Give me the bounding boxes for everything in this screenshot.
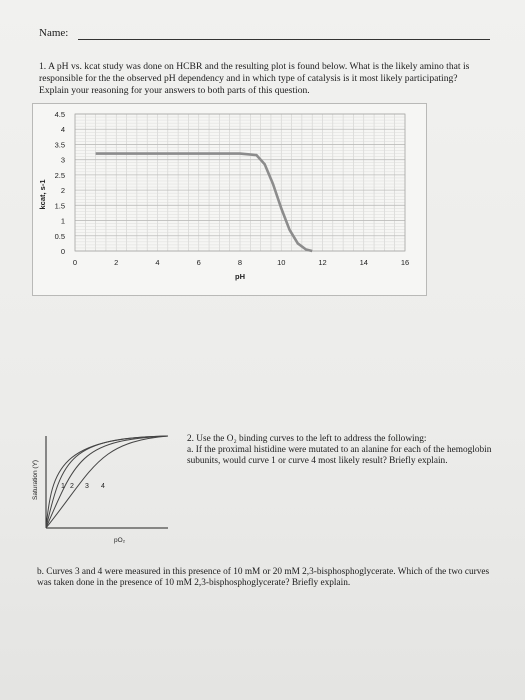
- x-tick-label: 8: [237, 258, 243, 267]
- x-tick-label: 14: [359, 258, 368, 267]
- question-2-block: [187, 434, 492, 468]
- y-tick-label: 0: [60, 247, 65, 256]
- o2-curve-4: [46, 436, 168, 528]
- y-tick-label: 1.5: [54, 201, 65, 211]
- o2-curve-label-4: 4: [101, 483, 105, 490]
- y-axis-label: kcat, s-1: [38, 179, 47, 210]
- y-tick-label: 2.5: [54, 170, 65, 180]
- y-tick-label: 3.5: [54, 140, 65, 150]
- y-tick-label: 3: [60, 155, 65, 165]
- y-tick-label: 2: [60, 186, 65, 196]
- o2-curve-label-3: 3: [85, 483, 89, 490]
- x-tick-label: 0: [72, 258, 78, 267]
- kcat-ph-chart: [32, 103, 427, 296]
- o2-binding-figure: [28, 428, 178, 550]
- y-tick-label: 1: [60, 216, 65, 226]
- o2-y-axis-label: Saturation (Y): [32, 459, 39, 500]
- question-2-intro: 2. Use the O₂ binding curves to the left to address the following:: [187, 434, 427, 444]
- name-line[interactable]: [78, 39, 490, 40]
- x-tick-label: 4: [155, 258, 160, 267]
- x-axis-label: pH: [235, 272, 245, 281]
- x-tick-label: 16: [400, 258, 410, 267]
- o2-curve-label-1: 1: [61, 483, 65, 490]
- question-1-text: 1. A pH vs. kcat study was done on HCBR and the resulting plot is found below. What is the likely amino that is responsible for the the observed pH dependency and in which type of catalysis is it most likely participating? Explain your reasoning for your answers to both parts of this question.: [39, 61, 470, 96]
- name-label: Name:: [39, 27, 69, 39]
- kcat-ph-chart-svg: [33, 104, 426, 295]
- x-tick-label: 2: [114, 258, 119, 267]
- y-tick-label: 4: [60, 125, 65, 135]
- x-tick-label: 6: [196, 258, 201, 267]
- o2-curve-2: [46, 436, 168, 528]
- x-tick-label: 12: [318, 258, 327, 267]
- o2-curve-label-2: 2: [70, 483, 74, 490]
- question-2b-text: b. Curves 3 and 4 were measured in this presence of 10 mM or 20 mM 2,3-bisphosphoglycerate. Which of the two curves was taken done in the presence of 10 mM 2,3-bisphosphoglycerate? Briefly explain.: [37, 567, 490, 589]
- o2-curve-1: [46, 436, 168, 528]
- y-tick-label: 4.5: [54, 110, 65, 119]
- x-tick-label: 10: [277, 258, 286, 267]
- y-tick-label: 0.5: [54, 231, 65, 241]
- question-2a-text: a. If the proximal histidine were mutated to an alanine for each of the hemoglobin subunits, would curve 1 or curve 4 most likely result? Briefly explain.: [187, 445, 492, 467]
- o2-curve-3: [46, 436, 168, 528]
- o2-x-axis-label: pO₂: [114, 537, 126, 544]
